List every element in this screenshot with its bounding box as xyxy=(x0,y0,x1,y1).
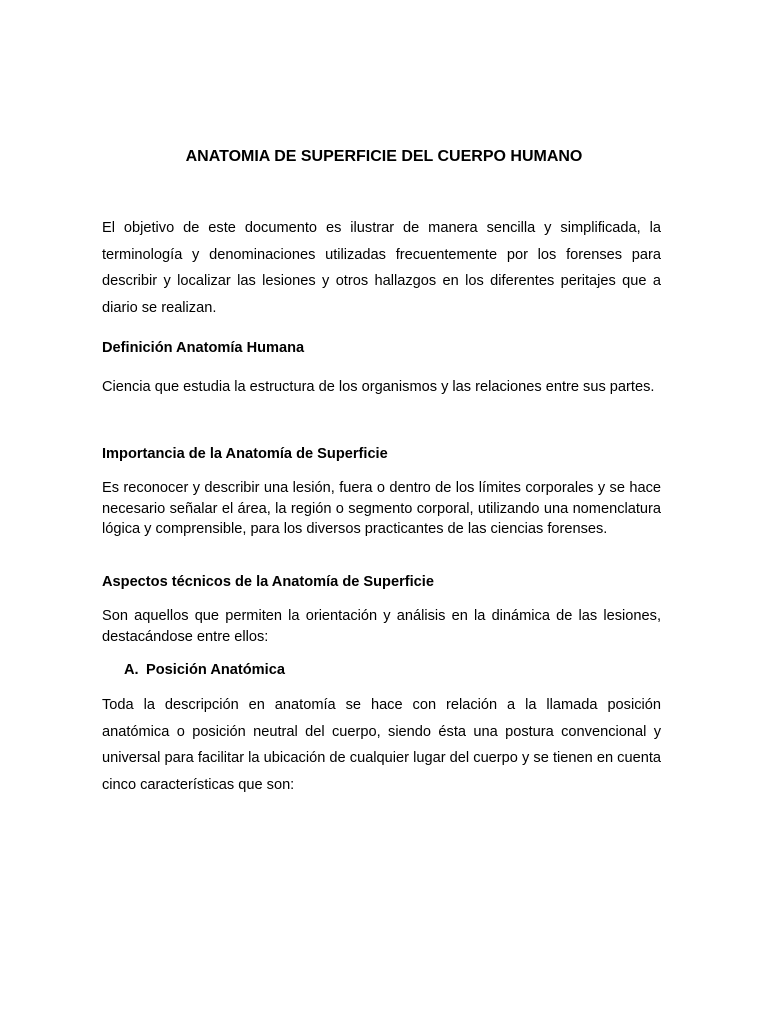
list-marker: A. xyxy=(124,662,139,678)
subsection-heading-text: Posición Anatómica xyxy=(146,662,285,678)
section-body-aspectos: Son aquellos que permiten la orientación y análisis en la dinámica de las lesiones, destacándose entre ellos: xyxy=(102,608,661,645)
section-heading-importancia: Importancia de la Anatomía de Superficie xyxy=(102,446,388,462)
subsection-heading-posicion xyxy=(124,660,285,680)
section-heading-aspectos: Aspectos técnicos de la Anatomía de Superficie xyxy=(102,574,434,590)
document-title: ANATOMIA DE SUPERFICIE DEL CUERPO HUMANO xyxy=(185,147,583,165)
section-body-importancia: Es reconocer y describir una lesión, fuera o dentro de los límites corporales y se hace necesario señalar el área, la región o segmento corporal, utilizando una nomenclatura lógica y comprensible, para los diversos practicantes de las ciencias forenses. xyxy=(102,480,661,537)
subsection-body-posicion: Toda la descripción en anatomía se hace con relación a la llamada posición anatómica o posición neutral del cuerpo, siendo ésta una postura convencional y universal para facilitar la ubicación de cualquier lugar del cuerpo y se tienen en cuenta cinco características que son: xyxy=(102,697,661,793)
intro-paragraph: El objetivo de este documento es ilustrar de manera sencilla y simplificada, la terminología y denominaciones utilizadas frecuentemente por los forenses para describir y localizar las lesiones y otros hallazgos en los diferentes peritajes que a diario se realizan. xyxy=(102,220,661,316)
section-body-definicion: Ciencia que estudia la estructura de los organismos y las relaciones entre sus partes. xyxy=(102,379,655,395)
section-heading-definicion: Definición Anatomía Humana xyxy=(102,340,305,356)
